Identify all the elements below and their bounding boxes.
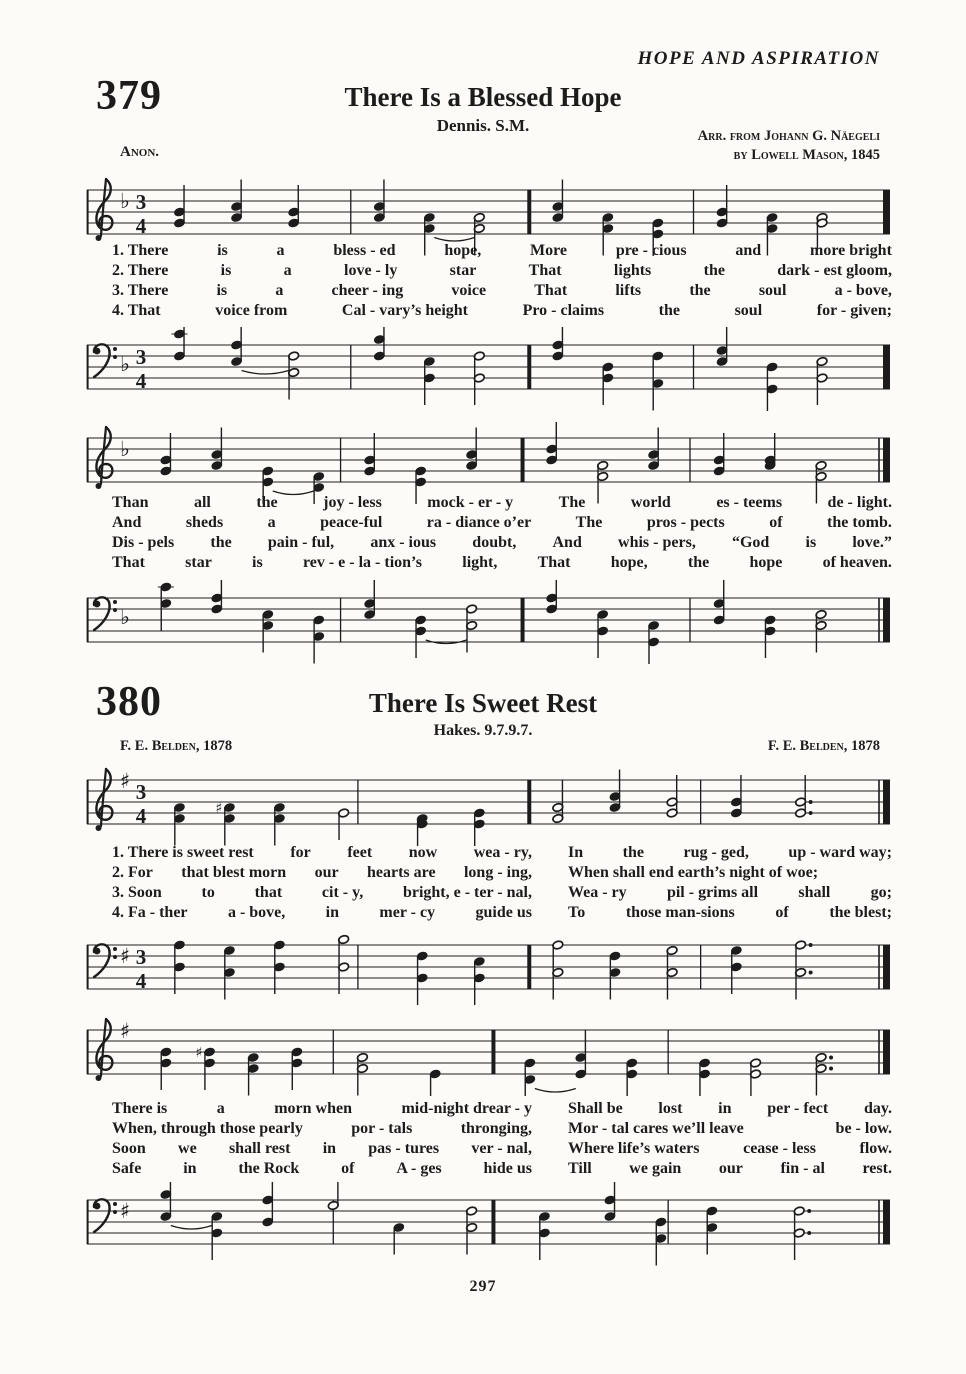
note-chord [706, 1206, 718, 1254]
lyric-word: a [216, 1100, 225, 1117]
note-chord [338, 935, 350, 994]
lyric-word: 2. For [112, 864, 153, 881]
time-signature-numerator: 3 [135, 190, 147, 214]
lyric-word: we [178, 1140, 197, 1157]
note-chord [466, 1206, 478, 1254]
lyric-line-left [112, 844, 532, 862]
note-chord [626, 1058, 638, 1096]
time-signature-denominator: 4 [135, 969, 147, 993]
lyric-word: be - low. [835, 1120, 892, 1137]
lyric-word: a [283, 262, 292, 279]
lyric-word: world [630, 494, 671, 511]
flat-key-signature-icon: ♭ [120, 605, 130, 629]
lyric-word: lights [613, 262, 652, 279]
lyric-word: In [568, 844, 584, 861]
lyric-line [112, 864, 892, 884]
lyric-line-left [112, 1160, 532, 1178]
lyric-word: the Rock [238, 1160, 300, 1177]
note-chord [666, 775, 678, 818]
sharp-key-signature-icon: ♯ [120, 1199, 131, 1223]
note-chord [473, 808, 485, 846]
lyric-word: When, through those pearly [112, 1120, 303, 1137]
lyric-line-right [568, 844, 892, 862]
lyric-word: the [622, 844, 644, 861]
hymn-379-attribution [698, 127, 880, 165]
lyric-word: of [341, 1160, 355, 1177]
staff-svg-hymn379-treble-line2 [86, 420, 892, 504]
note-chord [546, 422, 558, 465]
lyric-word: 3. Soon [112, 884, 162, 901]
lyric-word: those man-sions [625, 904, 735, 921]
lyric-line-right [568, 1140, 892, 1158]
lyric-word: lifts [615, 282, 642, 299]
lyric-line-left [112, 864, 532, 882]
note-chord [158, 582, 174, 630]
note-chord [288, 185, 300, 228]
bass-clef-icon [94, 944, 117, 977]
lyric-word: is [216, 282, 228, 299]
note-chord [546, 580, 558, 614]
lyric-line-left [112, 904, 532, 922]
note-chord [730, 775, 742, 818]
note-chord [364, 580, 376, 619]
lyric-word: The [558, 494, 586, 511]
lyric-word: es - teems [716, 494, 783, 511]
lyric-word: hearts are [366, 864, 436, 881]
lyric-line-left [112, 1120, 532, 1138]
lyric-word: The [575, 514, 603, 531]
bass-clef-icon [94, 597, 117, 630]
lyric-word: the [658, 302, 680, 319]
note-chord [327, 1182, 339, 1210]
lyric-word: fin - al [780, 1160, 825, 1177]
note-chord [211, 1212, 223, 1260]
lyric-word: hide us [483, 1160, 532, 1177]
lyric-word: Safe [112, 1160, 142, 1177]
note-chord [652, 351, 664, 410]
lyric-word: is [220, 262, 232, 279]
lyric-word: And [112, 514, 142, 531]
lyric-word: of [769, 514, 783, 531]
note-chord [423, 357, 435, 405]
time-signature-denominator: 4 [135, 369, 147, 393]
lyric-word: is [805, 534, 817, 551]
hymn-380-verses-top [112, 844, 892, 924]
note-chord [364, 433, 376, 476]
hymn-380-verses-bottom [112, 1100, 892, 1180]
staff-system-380-bass-2 [86, 1182, 892, 1266]
note-chord [466, 604, 478, 652]
lyric-word: 3. There [112, 282, 169, 299]
note-chord [473, 351, 485, 405]
note-chord [655, 1217, 667, 1265]
note-chord [597, 610, 609, 658]
lyric-line [112, 282, 892, 302]
flat-key-signature-icon: ♭ [120, 352, 130, 376]
lyric-word: and [735, 242, 762, 259]
lyric-word: sheds [185, 514, 224, 531]
staff-system-379-bass-2 [86, 580, 892, 664]
sharp-key-signature-icon: ♯ [120, 769, 131, 793]
lyric-word: ver - nal, [471, 1140, 532, 1157]
staff-system-380-treble-1 [86, 762, 892, 846]
lyric-word: of heaven. [822, 554, 892, 571]
note-chord [699, 1058, 711, 1096]
treble-clef-icon [96, 769, 113, 831]
hymn-379-verses-bottom [112, 494, 892, 574]
hymn-379-attribution-line2: by Lowell Mason, 1845 [733, 147, 880, 163]
note-chord [602, 362, 614, 405]
lyric-word: ra - diance o’er [426, 514, 532, 531]
lyric-word: up - ward way; [788, 844, 892, 861]
lyric-word: Than [112, 494, 149, 511]
lyric-word: whis - pers, [618, 534, 696, 551]
note-chord [196, 1045, 216, 1090]
lyric-line [112, 514, 892, 534]
lyric-word: There is [112, 1100, 168, 1117]
lyric-word: To [568, 904, 586, 921]
lyric-line [112, 534, 892, 554]
lyric-word: That [537, 554, 571, 571]
note-chord [716, 185, 728, 228]
treble-clef-icon [96, 1019, 113, 1081]
hymn-379-author: Anon. [120, 144, 160, 160]
lyric-word: our [314, 864, 339, 881]
note-chord [373, 327, 385, 361]
lyric-word: Shall be [568, 1100, 623, 1117]
lyric-word: for - given; [816, 302, 892, 319]
bass-clef-icon [94, 1199, 117, 1232]
lyric-word: bless - ed [333, 242, 396, 259]
lyric-word: pros - pects [646, 514, 725, 531]
time-signature-numerator: 3 [135, 780, 147, 804]
note-chord [416, 951, 428, 1005]
lyric-word: cease - less [743, 1140, 816, 1157]
hymn-380-author-right: F. E. Belden, 1878 [767, 738, 880, 754]
lyric-word: pre - cious [615, 242, 687, 259]
accidental-icon: ♯ [195, 1045, 203, 1061]
note-chord [291, 1047, 303, 1090]
hymn-380-author-left: F. E. Belden, 1878 [120, 738, 233, 754]
lyric-line-right [568, 884, 892, 902]
lyric-word: love - ly [344, 262, 398, 279]
lyric-word: de - light. [827, 494, 892, 511]
lyric-word: feet [347, 844, 373, 861]
lyric-word: thronging, [460, 1120, 532, 1137]
lyric-word: a - bove, [834, 282, 892, 299]
lyric-word: Till [568, 1160, 592, 1177]
lyric-word: in [325, 904, 340, 921]
note-chord [609, 951, 621, 999]
note-chord [313, 615, 325, 663]
time-signature-numerator: 3 [135, 945, 147, 969]
lyric-word: morn when [274, 1100, 352, 1117]
lyric-word: peace-ful [320, 514, 383, 531]
lyric-word: all [193, 494, 211, 511]
lyric-word: “God [731, 534, 770, 551]
time-signature-denominator: 4 [135, 804, 147, 828]
lyric-line [112, 1140, 892, 1160]
lyric-word: a [267, 514, 276, 531]
note-chord [816, 357, 828, 405]
lyric-word: voice [451, 282, 487, 299]
lyric-word: star [185, 554, 212, 571]
note-chord [575, 1031, 587, 1079]
lyric-word: mid-night drear - y [401, 1100, 532, 1117]
note-chord [766, 362, 778, 411]
note-chord [666, 946, 678, 1000]
lyric-word: the [687, 554, 710, 571]
lyric-word: wea - ry, [473, 844, 532, 861]
lyric-line [112, 844, 892, 864]
lyric-line [112, 242, 892, 262]
note-chord [288, 351, 300, 399]
lyric-word: That [112, 554, 145, 571]
note-chord [713, 433, 725, 476]
lyric-word: Soon [112, 1140, 146, 1157]
staff-system-379-bass-1 [86, 327, 892, 411]
note-chord [750, 1058, 762, 1096]
hymn-380-number: 380 [96, 679, 162, 725]
lyric-line-left [112, 1140, 532, 1158]
note-chord [524, 1058, 576, 1096]
lyric-line [112, 904, 892, 924]
lyric-word: cheer - ing [331, 282, 404, 299]
bass-clef-icon [94, 344, 117, 377]
lyric-word: pas - tures [368, 1140, 440, 1157]
lyric-word: Wea - ry [568, 884, 627, 901]
lyric-word: go; [870, 884, 892, 901]
note-chord [174, 185, 186, 228]
lyric-word: is [217, 242, 228, 259]
lyric-word: the tomb. [827, 514, 892, 531]
lyric-word: rug - ged, [683, 844, 749, 861]
lyric-word: That [528, 262, 562, 279]
page-number: 297 [469, 1278, 497, 1295]
lyric-line [112, 494, 892, 514]
note-chord [274, 940, 286, 994]
lyric-word: Pro - claims [522, 302, 605, 319]
accidental-icon: ♯ [215, 800, 223, 817]
lyric-line [112, 1100, 892, 1120]
note-chord [552, 327, 564, 361]
note-chord [174, 940, 186, 994]
lyric-word: more bright [809, 242, 892, 259]
lyric-word: star [449, 262, 477, 279]
hymn-379-attribution-line1: Arr. from Johann G. Näegeli [697, 128, 880, 144]
lyric-word: hope, [610, 554, 648, 571]
hymn-379-title: There Is a Blessed Hope [344, 82, 622, 112]
lyric-word: a - bove, [227, 904, 286, 921]
note-chord [716, 327, 728, 366]
note-chord [552, 940, 564, 999]
lyric-line [112, 302, 892, 322]
lyric-word: cit - y, [321, 884, 364, 901]
lyric-line-right [568, 1160, 892, 1178]
treble-clef-icon [96, 427, 113, 489]
lyric-word: in [322, 1140, 337, 1157]
note-chord [416, 814, 428, 846]
lyric-word: to [201, 884, 215, 901]
lyric-word: the blest; [829, 904, 892, 921]
lyric-word: the [210, 534, 232, 551]
lyric-word: the [703, 262, 725, 279]
lyric-line-left [112, 884, 532, 902]
note-chord [795, 940, 813, 999]
lyric-word: that [254, 884, 283, 901]
hymn-379-verses-top [112, 242, 892, 322]
staff-svg-hymn380-treble-line1 [86, 762, 892, 846]
lyric-word: doubt, [472, 534, 517, 551]
time-signature-denominator: 4 [135, 214, 147, 238]
lyric-word: por - tals [351, 1120, 413, 1137]
note-chord [415, 615, 467, 658]
note-chord [604, 1182, 616, 1221]
running-head: HOPE AND ASPIRATION [637, 48, 880, 69]
lyric-word: 1. There is sweet rest [112, 844, 254, 861]
flat-key-signature-icon: ♭ [120, 437, 130, 461]
lyric-word: That [534, 282, 568, 299]
lyric-word: 1. There [112, 242, 169, 259]
lyric-word: per - fect [767, 1100, 829, 1117]
lyric-word: we gain [629, 1160, 682, 1177]
staff-system-379-treble-2 [86, 420, 892, 504]
note-chord [764, 615, 776, 658]
note-chord [211, 580, 223, 614]
lyric-word: joy - less [323, 494, 382, 511]
note-chord [539, 1212, 551, 1260]
staff-system-380-treble-2 [86, 1012, 892, 1096]
lyric-line-left [112, 1100, 532, 1118]
lyric-word: guide us [475, 904, 532, 921]
lyric-line [112, 554, 892, 574]
lyric-line [112, 1160, 892, 1180]
lyric-word: for [290, 844, 311, 861]
hymn-380-title: There Is Sweet Rest [368, 688, 598, 718]
lyric-word: mock - er - y [427, 494, 514, 511]
lyric-word: 4. That [112, 302, 161, 319]
lyric-line [112, 884, 892, 904]
note-chord [429, 1069, 441, 1096]
lyric-word: 2. There [112, 262, 169, 279]
lyric-word: the [256, 494, 278, 511]
lyric-line-right [568, 1100, 892, 1118]
lyric-word: Mor - tal cares we’ll leave [568, 1120, 744, 1137]
lyric-word: a [276, 242, 285, 259]
lyric-word: shall rest [228, 1140, 291, 1157]
staff-svg-hymn380-bass-line1 [86, 927, 892, 1011]
lyric-word: now [408, 844, 438, 861]
note-chord [215, 801, 235, 846]
lyric-word: day. [863, 1100, 892, 1117]
staff-svg-hymn379-bass-line2 [86, 580, 892, 664]
lyric-word: in [718, 1100, 732, 1117]
hymn-379-tune-meter: Dennis. S.M. [436, 116, 530, 135]
lyric-word: long - ing, [463, 864, 532, 881]
lyric-word: soul [734, 302, 763, 319]
lyric-word: 4. Fa - ther [112, 904, 188, 921]
lyric-word: Dis - pels [112, 534, 175, 551]
time-signature-numerator: 3 [135, 345, 147, 369]
lyric-word: hope, [444, 242, 482, 259]
lyric-word: mer - cy [379, 904, 436, 921]
lyric-word: a [275, 282, 284, 299]
note-chord [160, 433, 172, 476]
staff-svg-hymn380-treble-line2 [86, 1012, 892, 1096]
lyric-word: pain - ful, [267, 534, 335, 551]
note-chord [224, 946, 236, 1000]
lyric-word: soul [758, 282, 787, 299]
lyric-line-right [568, 1120, 892, 1138]
note-chord [793, 1206, 811, 1260]
lyric-line-right [568, 864, 892, 882]
note-chord [764, 433, 776, 470]
note-chord [473, 957, 485, 1005]
sharp-key-signature-icon: ♯ [120, 944, 131, 968]
lyric-word: Cal - vary’s height [341, 302, 468, 319]
staff-svg-hymn379-bass-line1 [86, 327, 892, 411]
lyric-word: More [530, 242, 568, 259]
lyric-word: that blest morn [181, 864, 287, 881]
lyric-word: And [552, 534, 582, 551]
hymn-380-tune-meter: Hakes. 9.7.9.7. [433, 722, 533, 739]
lyric-word: flow. [859, 1140, 892, 1157]
lyric-word: dark - est gloom, [777, 262, 892, 279]
lyric-word: our [718, 1160, 743, 1177]
lyric-word: bright, e - ter - nal, [402, 884, 532, 901]
lyric-line-right [568, 904, 892, 922]
lyric-line [112, 1120, 892, 1140]
note-chord [730, 946, 742, 994]
lyric-word: voice from [215, 302, 288, 319]
lyric-word: Where life’s waters [568, 1140, 700, 1157]
note-chord [648, 621, 660, 664]
hymn-379-number: 379 [96, 73, 162, 119]
lyric-word: is [252, 554, 263, 571]
lyric-word: A - ges [396, 1160, 442, 1177]
treble-clef-icon [96, 179, 113, 241]
lyric-word: rest. [862, 1160, 892, 1177]
flat-key-signature-icon: ♭ [120, 189, 130, 213]
sharp-key-signature-icon: ♯ [120, 1019, 131, 1043]
lyric-word: love.” [852, 534, 892, 551]
note-chord [393, 1223, 405, 1255]
lyric-word: shall [798, 884, 831, 901]
staff-svg-hymn380-bass-line2 [86, 1182, 892, 1266]
note-chord [795, 775, 813, 818]
lyric-word: the [689, 282, 711, 299]
note-chord [713, 580, 725, 625]
lyric-word: rev - e - la - tion’s [302, 554, 423, 571]
lyric-word: light, [462, 554, 498, 571]
lyric-word: in [183, 1160, 197, 1177]
note-chord [262, 1182, 274, 1227]
lyric-word: anx - ious [370, 534, 437, 551]
lyric-word: lost [658, 1100, 683, 1117]
lyric-word: of [775, 904, 789, 921]
lyric-line [112, 262, 892, 282]
staff-system-380-bass-1 [86, 927, 892, 1011]
note-chord [160, 1047, 172, 1090]
lyric-word: When shall end earth’s night of woe; [568, 864, 819, 881]
lyric-word: pil - grims all [666, 884, 759, 901]
lyric-word: hope [749, 554, 783, 571]
